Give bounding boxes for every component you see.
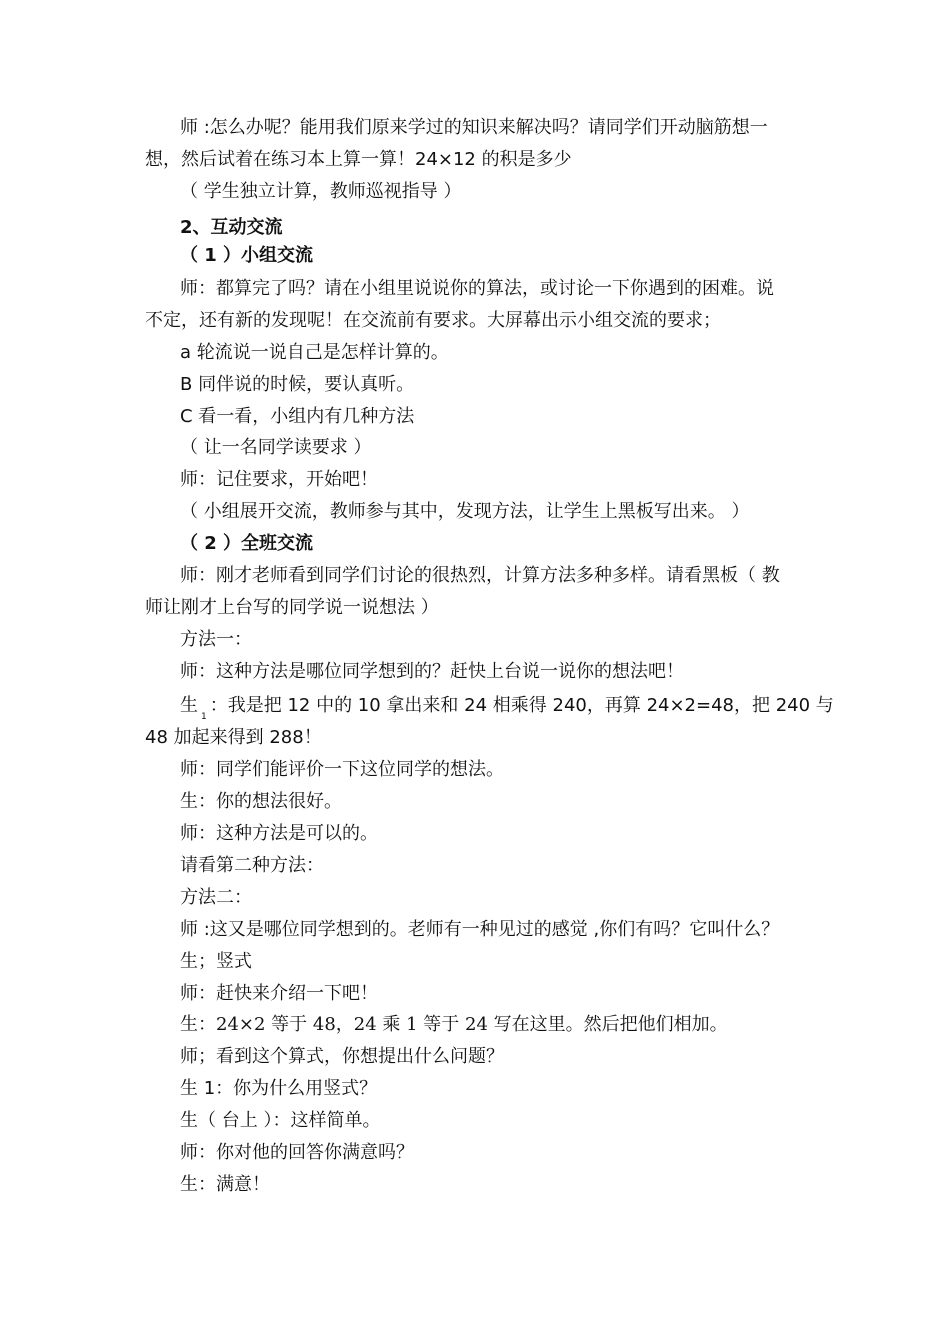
paragraph-line xyxy=(180,1013,728,1037)
paragraph-line: 想，然后试着在练习本上算一算！24×12 的积是多少 xyxy=(145,149,572,170)
paragraph-line: 师：都算完了吗？请在小组里说说你的算法，或讨论一下你遇到的困难。说 xyxy=(180,278,774,299)
list-item: a 轮流说一说自己是怎样计算的。 xyxy=(180,342,449,363)
paragraph-line: 师让刚才上台写的同学说一说想法 ） xyxy=(145,597,439,618)
paragraph-line: （ 让一名同学读要求 ） xyxy=(180,437,372,458)
speaker-text: 24×2 等于 48，24 乘 1 等于 24 写在这里。然后把他们相加。 xyxy=(216,1014,728,1035)
paragraph-line: 师；看到这个算式，你想提出什么问题？ xyxy=(180,1046,504,1067)
paragraph-line: 师：同学们能评价一下这位同学的想法。 xyxy=(180,759,504,780)
paragraph-line: 生：满意！ xyxy=(180,1174,270,1195)
paragraph-line: 师 :这又是哪位同学想到的。老师有一种见过的感觉 ,你们有吗？它叫什么？ xyxy=(180,919,780,940)
section-heading: 2、互动交流 xyxy=(180,217,283,238)
speaker-label: 生 xyxy=(180,695,198,716)
paragraph-line: （ 小组展开交流，教师参与其中，发现方法，让学生上黑板写出来。 ） xyxy=(180,501,750,522)
paragraph-line: 生 1：你为什么用竖式？ xyxy=(180,1078,378,1099)
speaker-label: 生： xyxy=(180,1014,216,1035)
paragraph-line: 48 加起来得到 288！ xyxy=(145,727,322,748)
subsection-heading: （ 2 ）全班交流 xyxy=(180,533,314,554)
paragraph-line: 师：这种方法是哪位同学想到的？赶快上台说一说你的想法吧！ xyxy=(180,661,684,682)
paragraph-line: 师：刚才老师看到同学们讨论的很热烈，计算方法多种多样。请看黑板（ 教 xyxy=(180,565,780,586)
list-item: B 同伴说的时候，要认真听。 xyxy=(180,374,415,395)
paragraph-line xyxy=(180,694,834,721)
paragraph-line: 方法二： xyxy=(180,887,252,908)
speaker-subscript: 1 xyxy=(201,712,207,722)
list-item: C 看一看，小组内有几种方法 xyxy=(180,406,415,427)
paragraph-line: 师 :怎么办呢？能用我们原来学过的知识来解决吗？请同学们开动脑筋想一 xyxy=(180,117,768,138)
paragraph-line: 方法一： xyxy=(180,629,252,650)
paragraph-line: 生：你的想法很好。 xyxy=(180,791,342,812)
speaker-text: ：我是把 12 中的 10 拿出来和 24 相乘得 240，再算 24×2=48，把 240 与 xyxy=(209,695,834,716)
paragraph-line: 师：你对他的回答你满意吗？ xyxy=(180,1142,414,1163)
paragraph-line: 生；竖式 xyxy=(180,951,252,972)
subsection-heading: （ 1 ）小组交流 xyxy=(180,245,314,266)
paragraph-line: 请看第二种方法： xyxy=(180,855,324,876)
paragraph-line: 师：赶快来介绍一下吧！ xyxy=(180,983,378,1004)
paragraph-line: 师：记住要求，开始吧！ xyxy=(180,469,378,490)
paragraph-line: 师：这种方法是可以的。 xyxy=(180,823,378,844)
paragraph-line: 不定，还有新的发现呢！在交流前有要求。大屏幕出示小组交流的要求； xyxy=(145,310,721,331)
paragraph-line: （ 学生独立计算，教师巡视指导 ） xyxy=(180,181,462,202)
paragraph-line: 生（ 台上 ）：这样简单。 xyxy=(180,1110,381,1131)
